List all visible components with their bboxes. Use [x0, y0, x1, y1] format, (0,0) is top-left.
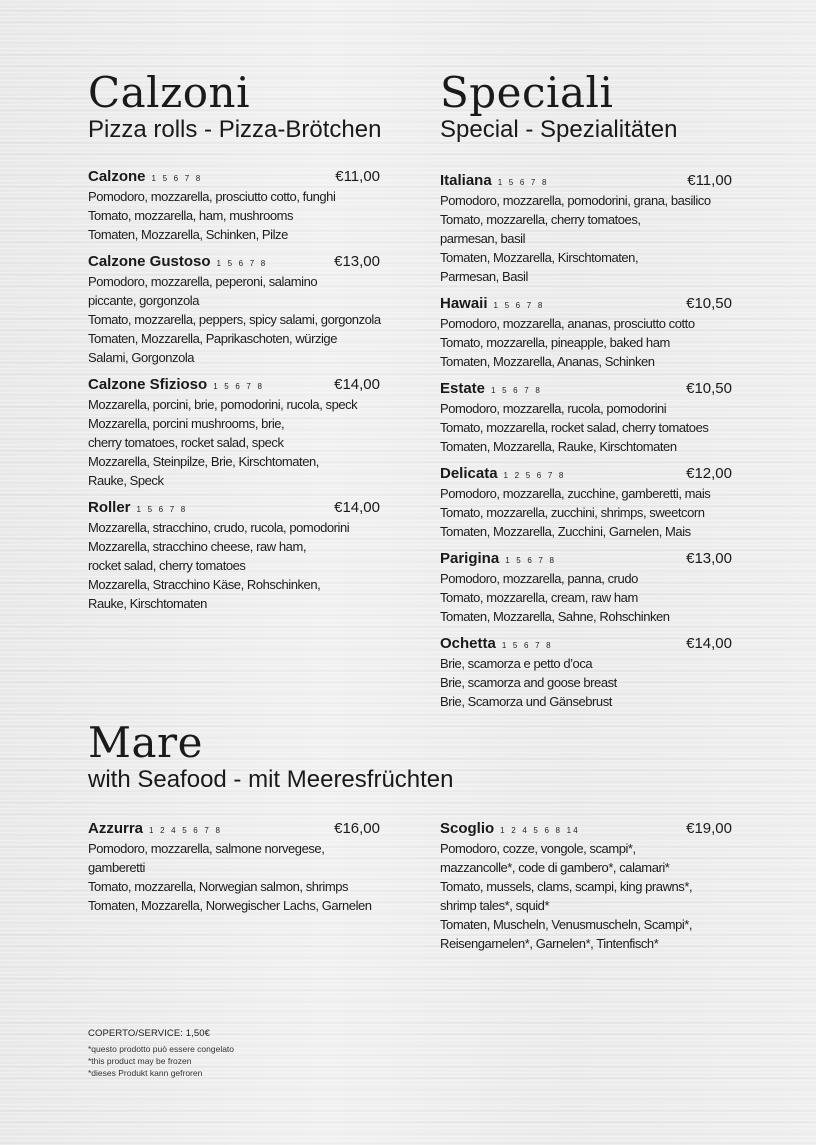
- menu-item-title: [440, 820, 580, 838]
- menu-item-description: parmesan, basil: [440, 231, 526, 246]
- menu-item-header: [88, 168, 380, 187]
- menu-item-description: Tomato, mozzarella, cream, raw ham: [440, 590, 638, 605]
- menu-item-description: Pomodoro, mozzarella, panna, crudo: [440, 571, 638, 586]
- menu-item-name: Estate: [440, 380, 486, 397]
- menu-item-title: [440, 295, 544, 313]
- menu-item-price: €13,00: [686, 550, 732, 567]
- menu-item-description: Tomaten, Mozzarella, Rauke, Kirschtomaten: [440, 439, 677, 454]
- menu-item-header: [440, 635, 732, 654]
- menu-item: [88, 499, 380, 613]
- menu-item-description: Tomato, mozzarella, Norwegian salmon, shrimps: [88, 879, 349, 894]
- menu-item-description: Pomodoro, mozzarella, ananas, prosciutto cotto: [440, 316, 695, 331]
- menu-item-title: [440, 465, 566, 483]
- menu-item: [88, 253, 380, 367]
- menu-item-description: Rauke, Speck: [88, 473, 164, 488]
- menu-item-description: Tomato, mozzarella, peppers, spicy salami, gorgonzola: [88, 312, 381, 327]
- menu-item-price: €14,00: [334, 376, 380, 393]
- menu-item-name: Calzone Gustoso: [88, 253, 211, 270]
- menu-item-description: mazzancolle*, code di gambero*, calamari*: [440, 860, 670, 875]
- menu-item-price: €14,00: [686, 635, 732, 652]
- menu-item-header: [440, 820, 732, 839]
- menu-item-title: [440, 550, 556, 568]
- menu-item-description: Brie, Scamorza und Gänsebrust: [440, 694, 612, 709]
- allergen-codes: 1 2 4 5 6 7 8: [149, 826, 223, 835]
- menu-item-name: Roller: [88, 499, 131, 516]
- menu-item-price: €12,00: [686, 465, 732, 482]
- menu-item-description: Tomato, mussels, clams, scampi, king prawns*,: [440, 879, 693, 894]
- allergen-codes: 1 5 6 7 8: [491, 386, 542, 395]
- allergen-codes: 1 5 6 7 8: [136, 505, 188, 514]
- menu-item-header: [440, 380, 732, 399]
- menu-item-description: Tomato, mozzarella, pineapple, baked ham: [440, 335, 670, 350]
- menu-item-name: Ochetta: [440, 635, 496, 652]
- footer-notes: [88, 1043, 234, 1079]
- menu-item-description: Reisengarnelen*, Garnelen*, Tintenfisch*: [440, 936, 659, 951]
- menu-item-title: [440, 635, 553, 653]
- allergen-codes: 1 2 5 6 7 8: [503, 471, 566, 480]
- speciali-header: [440, 70, 677, 144]
- menu-item-description: Pomodoro, mozzarella, prosciutto cotto, funghi: [88, 189, 336, 204]
- menu-item-description: Tomaten, Muscheln, Venusmuscheln, Scampi*,: [440, 917, 693, 932]
- menu-item-name: Azzurra: [88, 820, 144, 837]
- menu-item-title: [88, 253, 267, 271]
- menu-item-description: Brie, scamorza and goose breast: [440, 675, 617, 690]
- allergen-codes: 1 5 6 7 8: [501, 641, 553, 650]
- menu-item-price: €10,50: [686, 295, 732, 312]
- menu-item-title: [440, 172, 549, 190]
- menu-item-description: Tomaten, Mozzarella, Kirschtomaten,: [440, 250, 639, 265]
- menu-item-title: [88, 499, 187, 517]
- allergen-codes: 1 5 6 7 8: [497, 178, 549, 187]
- menu-item-price: €14,00: [334, 499, 380, 516]
- menu-item: [440, 820, 732, 953]
- menu-item-name: Parigina: [440, 550, 500, 567]
- menu-item-description: piccante, gorgonzola: [88, 293, 199, 308]
- mare-left-items: [88, 820, 380, 924]
- menu-item-description: Tomaten, Mozzarella, Zucchini, Garnelen, Mais: [440, 524, 691, 539]
- mare-title: Mare: [88, 718, 203, 767]
- menu-item-price: €19,00: [686, 820, 732, 837]
- menu-item-name: Calzone: [88, 168, 146, 185]
- menu-item-name: Delicata: [440, 465, 498, 482]
- menu-item-price: €11,00: [335, 168, 380, 185]
- menu-item-description: Mozzarella, Stracchino Käse, Rohschinken,: [88, 577, 321, 592]
- allergen-codes: 1 5 6 7 8: [493, 301, 545, 310]
- menu-item-title: [88, 376, 264, 394]
- menu-item-description: shrimp tales*, squid*: [440, 898, 550, 913]
- menu-item-description: Tomaten, Mozzarella, Paprikaschoten, würzige: [88, 331, 337, 346]
- menu-item-title: [88, 820, 222, 838]
- menu-item-description: Tomaten, Mozzarella, Norwegischer Lachs, Garnelen: [88, 898, 372, 913]
- allergen-codes: 1 5 6 7 8: [151, 174, 203, 183]
- menu-item-header: [88, 499, 380, 518]
- menu-item-description: Tomato, mozzarella, rocket salad, cherry tomatoes: [440, 420, 709, 435]
- menu-item-description: Mozzarella, stracchino, crudo, rucola, pomodorini: [88, 520, 350, 535]
- allergen-codes: 1 2 4 5 6 8 14: [500, 826, 580, 835]
- menu-item-description: Pomodoro, mozzarella, pomodorini, grana, basilico: [440, 193, 711, 208]
- menu-item: [88, 168, 380, 244]
- menu-item-description: Tomato, mozzarella, zucchini, shrimps, sweetcorn: [440, 505, 705, 520]
- speciali-items: [440, 172, 732, 720]
- calzoni-title: Calzoni: [88, 68, 251, 117]
- mare-right-items: [440, 820, 732, 962]
- speciali-title: Speciali: [440, 68, 614, 117]
- menu-item-header: [440, 550, 732, 569]
- menu-item: [440, 465, 732, 541]
- calzoni-header: [88, 70, 381, 144]
- menu-item-price: €11,00: [687, 172, 732, 189]
- allergen-codes: 1 5 6 7 8: [216, 259, 268, 268]
- menu-item: [440, 172, 732, 286]
- menu-item-description: Tomaten, Mozzarella, Ananas, Schinken: [440, 354, 655, 369]
- footer-note: *questo prodotto può essere congelato: [88, 1044, 235, 1054]
- menu-item-description: Pomodoro, mozzarella, rucola, pomodorini: [440, 401, 667, 416]
- footer-note: *this product may be frozen: [88, 1056, 192, 1066]
- menu-item-name: Calzone Sfizioso: [88, 376, 208, 393]
- menu-item-description: Tomaten, Mozzarella, Schinken, Pilze: [88, 227, 288, 242]
- menu-item-header: [88, 376, 380, 395]
- menu-item-description: rocket salad, cherry tomatoes: [88, 558, 246, 573]
- mare-header: [88, 720, 454, 794]
- menu-item-description: Parmesan, Basil: [440, 269, 528, 284]
- menu-item-description: Tomaten, Mozzarella, Sahne, Rohschinken: [440, 609, 670, 624]
- calzoni-subtitle: Pizza rolls - Pizza-Brötchen: [88, 116, 382, 143]
- menu-item-description: Pomodoro, mozzarella, peperoni, salamino: [88, 274, 318, 289]
- menu-item-description: Pomodoro, mozzarella, zucchine, gamberetti, mais: [440, 486, 711, 501]
- cover-charge: COPERTO/SERVICE: 1,50€: [88, 1028, 211, 1039]
- menu-item-description: cherry tomatoes, rocket salad, speck: [88, 435, 284, 450]
- menu-item: [88, 820, 380, 915]
- menu-item-name: Hawaii: [440, 295, 488, 312]
- menu-item-price: €10,50: [686, 380, 732, 397]
- menu-item: [440, 295, 732, 371]
- menu-item-title: [440, 380, 542, 398]
- menu-item-description: Pomodoro, cozze, vongole, scampi*,: [440, 841, 636, 856]
- menu-item-price: €13,00: [334, 253, 380, 270]
- menu-item-description: Rauke, Kirschtomaten: [88, 596, 207, 611]
- menu-item-description: Tomato, mozzarella, ham, mushrooms: [88, 208, 294, 223]
- menu-item-header: [440, 172, 732, 191]
- footer-note: *dieses Produkt kann gefroren: [88, 1068, 203, 1078]
- speciali-subtitle: Special - Spezialitäten: [440, 116, 678, 143]
- menu-item-name: Scoglio: [440, 820, 495, 837]
- calzoni-items: [88, 168, 380, 622]
- menu-item-description: Brie, scamorza e petto d’oca: [440, 656, 593, 671]
- menu-item: [440, 635, 732, 711]
- footer: [88, 1027, 234, 1079]
- menu-item-header: [440, 295, 732, 314]
- mare-subtitle: with Seafood - mit Meeresfrüchten: [88, 766, 454, 793]
- menu-item: [440, 380, 732, 456]
- menu-item-header: [440, 465, 732, 484]
- menu-item-header: [88, 820, 380, 839]
- menu-item: [440, 550, 732, 626]
- menu-item-price: €16,00: [334, 820, 380, 837]
- allergen-codes: 1 5 6 7 8: [213, 382, 265, 391]
- allergen-codes: 1 5 6 7 8: [505, 556, 557, 565]
- menu-item-header: [88, 253, 380, 272]
- menu-item: [88, 376, 380, 490]
- menu-item-name: Italiana: [440, 172, 492, 189]
- menu-item-description: Tomato, mozzarella, cherry tomatoes,: [440, 212, 641, 227]
- menu-item-description: gamberetti: [88, 860, 145, 875]
- menu-item-description: Salami, Gorgonzola: [88, 350, 195, 365]
- menu-item-description: Mozzarella, Steinpilze, Brie, Kirschtomaten,: [88, 454, 319, 469]
- menu-item-description: Pomodoro, mozzarella, salmone norvegese,: [88, 841, 325, 856]
- menu-item-description: Mozzarella, stracchino cheese, raw ham,: [88, 539, 306, 554]
- menu-item-description: Mozzarella, porcini, brie, pomodorini, rucola, speck: [88, 397, 358, 412]
- menu-item-title: [88, 168, 202, 186]
- menu-item-description: Mozzarella, porcini mushrooms, brie,: [88, 416, 285, 431]
